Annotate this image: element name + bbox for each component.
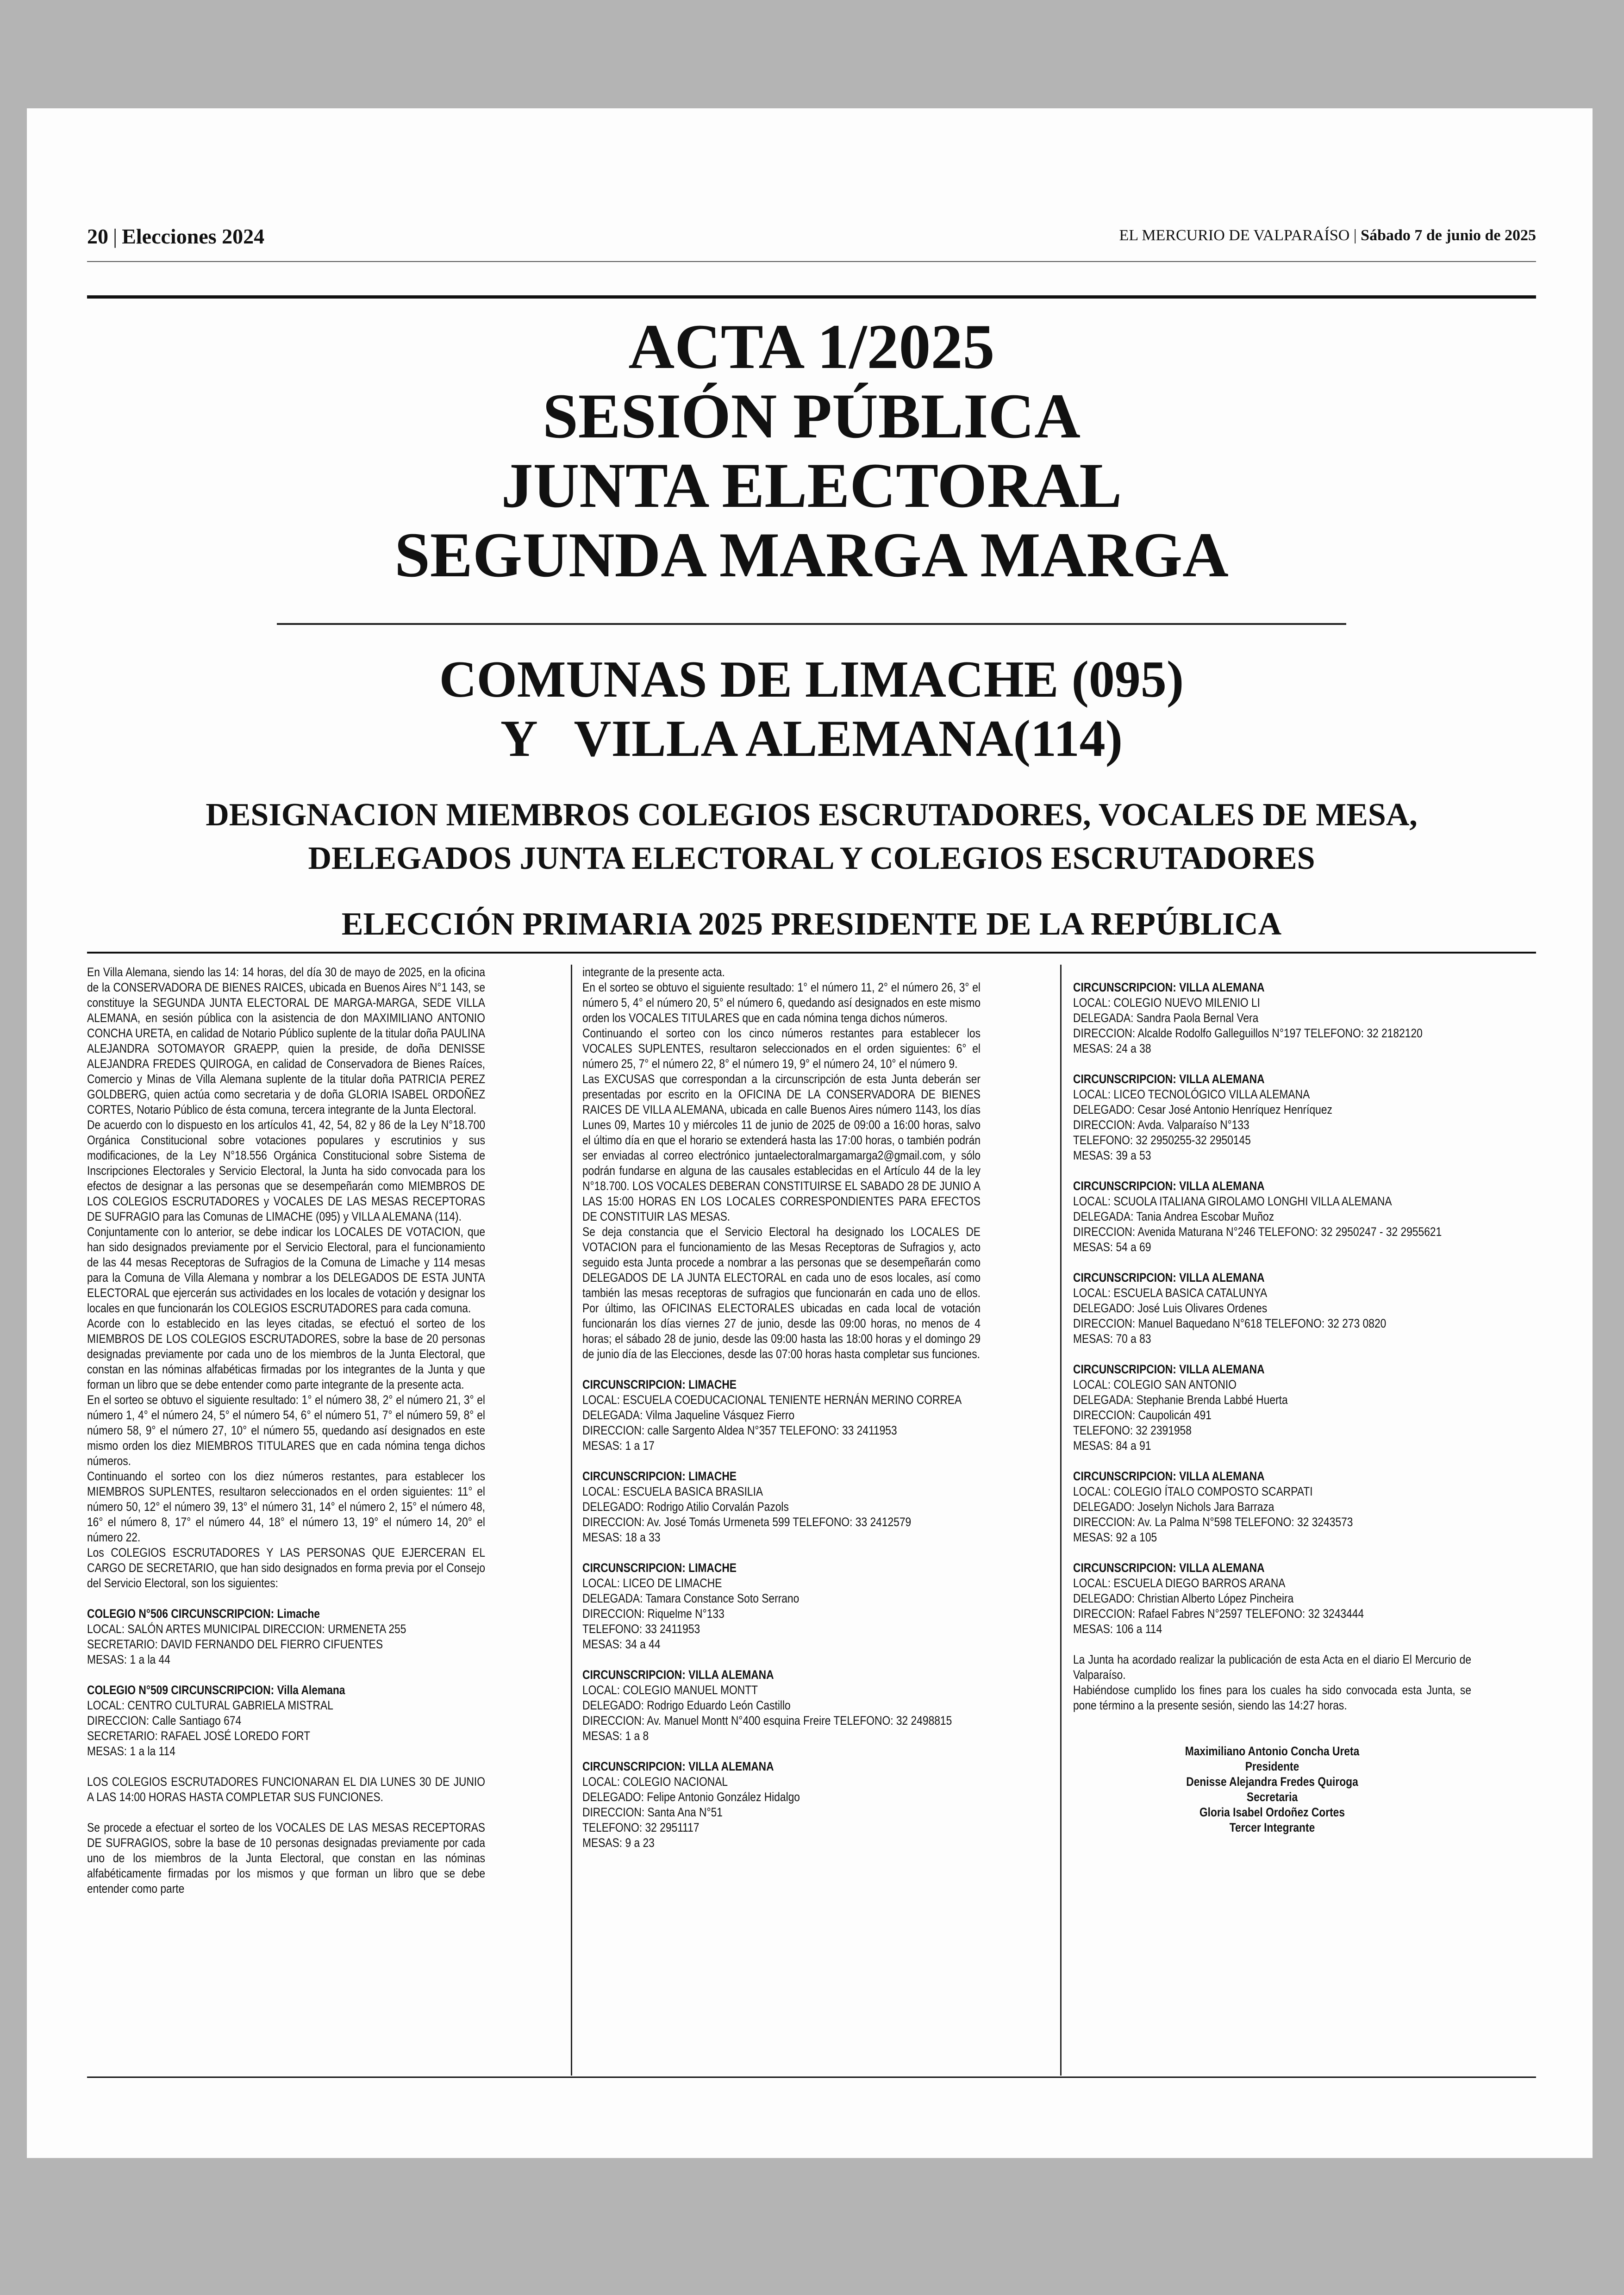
newspaper-page: [27, 108, 1593, 2158]
comunas-line: Y VILLA ALEMANA(114): [500, 710, 1123, 767]
section-name: Elecciones 2024: [122, 225, 265, 248]
page-number: 20: [87, 225, 108, 248]
block-line: MESAS: 70 a 83: [1073, 1332, 1151, 1346]
block-line: MESAS: 92 a 105: [1073, 1530, 1157, 1544]
signature-name: Gloria Isabel Ordoñez Cortes: [1199, 1805, 1345, 1819]
block-line: DELEGADO: José Luis Olivares Ordenes: [1073, 1301, 1268, 1315]
block-line: TELEFONO: 32 2950255-32 2950145: [1073, 1133, 1251, 1147]
circunscripcion-block: [582, 1377, 981, 1453]
column-2: [582, 965, 981, 2076]
paragraph: Habiéndose cumplido los fines para los cuales ha sido convocada esta Junta, se pone término a la presente sesión, siendo las 14:27 horas.: [1073, 1683, 1471, 1712]
block-line: LOCAL: COLEGIO NUEVO MILENIO LI: [1073, 996, 1261, 1010]
title-divider: [277, 623, 1346, 625]
colegio-title: COLEGIO N°509 CIRCUNSCRIPCION: Villa Alemana: [87, 1683, 345, 1697]
paragraph: Conjuntamente con lo anterior, se debe indicar los LOCALES DE VOTACION, que han sido designados previamente por el Servicio Electoral, para el funcionamiento de las 44 mesas Receptoras de Sufragios de la Comuna de Limache y 114 mesas para la Comuna de Villa Alemana y nombrar a los DELEGADOS DE ESTA JUNTA ELECTORAL que ejercerán sus actividades en los locales de votación y designar los locales en que funcionarán los COLEGIOS ESCRUTADORES para cada comuna.: [87, 1225, 485, 1315]
circunscripcion-block: [1073, 1179, 1471, 1255]
title-line: SEGUNDA MARGA MARGA: [394, 519, 1229, 590]
title-line: SESIÓN PÚBLICA: [543, 380, 1081, 451]
block-title: CIRCUNSCRIPCION: VILLA ALEMANA: [582, 1668, 774, 1682]
block-line: MESAS: 54 a 69: [1073, 1240, 1151, 1254]
paragraph: Acorde con lo establecido en las leyes citadas, se efectuó el sorteo de los MIEMBROS DE LOS COLEGIOS ESCRUTADORES, sobre la base de 20 personas designadas previamente por cada uno de los miembros de la Junta Electoral, que constan en las nóminas alfabéticas firmadas por los integrantes de la Junta y que forman un libro que se debe entender como parte integrante de la presente acta.: [87, 1316, 485, 1391]
designacion-line: DELEGADOS JUNTA ELECTORAL Y COLEGIOS ESCRUTADORES: [308, 841, 1315, 876]
designacion-line: DESIGNACION MIEMBROS COLEGIOS ESCRUTADORES, VOCALES DE MESA,: [206, 797, 1418, 833]
block-line: DELEGADO: Felipe Antonio González Hidalgo: [582, 1790, 800, 1804]
paragraph: Continuando el sorteo con los diez números restantes, para establecer los MIEMBROS SUPLENTES, resultaron seleccionados en el orden siguientes: 11° el número 50, 12° el número 39, 13° el número 31, 14° el número 2, 15° el número 48, 16° el número 8, 17° el número 44, 18° el número 13, 19° el número 14, 20° el número 22.: [87, 1469, 485, 1544]
column-1: [87, 965, 485, 2076]
colegio-block: [87, 1683, 485, 1759]
block-title: CIRCUNSCRIPCION: VILLA ALEMANA: [1073, 1469, 1265, 1483]
block-line: MESAS: 9 a 23: [582, 1836, 655, 1850]
block-line: DELEGADA: Stephanie Brenda Labbé Huerta: [1073, 1393, 1288, 1407]
signature-role: Presidente: [1245, 1759, 1299, 1773]
block-line: DELEGADO: Christian Alberto López Pincheira: [1073, 1591, 1294, 1605]
colegio-line: SECRETARIO: RAFAEL JOSÉ LOREDO FORT: [87, 1729, 311, 1743]
paragraph: Las EXCUSAS que correspondan a la circunscripción de esta Junta deberán ser presentadas por escrito en la OFICINA DE LA CONSERVADORA DE BIENES RAICES DE VILLA ALEMANA, ubicada en calle Buenos Aires número 1143, los días Lunes 09, Martes 10 y miércoles 11 de junio de 2025 de 09:00 a 16:00 horas, salvo el último día en que el horario se extenderá hasta las 17:00 horas, o también podrán ser enviadas al correo electrónico juntaelectoralmargamarga2@gmail.com, y sólo podrán fundarse en alguna de las causales establecidas en el Artículo 44 de la ley N°18.700. LOS VOCALES DEBERAN CONSTITUIRSE EL SABADO 28 DE JUNIO A LAS 15:00 HORAS EN LOS LOCALES CORRESPONDIENTES PARA EFECTOS DE CONSTITUIR LAS MESAS.: [582, 1072, 981, 1223]
title-line: ACTA 1/2025: [628, 311, 995, 382]
signature-role: Tercer Integrante: [1229, 1821, 1315, 1834]
block-line: DELEGADO: Rodrigo Eduardo León Castillo: [582, 1698, 791, 1712]
header-rule: [87, 261, 1536, 262]
block-line: DIRECCION: Santa Ana N°51: [582, 1805, 723, 1819]
block-line: DIRECCION: Rafael Fabres N°2597 TELEFONO: 32 3243444: [1073, 1607, 1364, 1621]
block-line: MESAS: 34 a 44: [582, 1637, 661, 1651]
block-title: CIRCUNSCRIPCION: LIMACHE: [582, 1469, 737, 1483]
paragraph: integrante de la presente acta.: [582, 965, 725, 979]
title-top-rule: [87, 295, 1536, 299]
signature-name: Denisse Alejandra Fredes Quiroga: [1186, 1775, 1358, 1789]
paragraph: LOS COLEGIOS ESCRUTADORES FUNCIONARAN EL DIA LUNES 30 DE JUNIO A LAS 14:00 HORAS HASTA COMPLETAR SUS FUNCIONES.: [87, 1775, 485, 1804]
body-bottom-rule: [87, 2077, 1536, 2078]
block-line: DIRECCION: Caupolicán 491: [1073, 1408, 1212, 1422]
signature-name: Maximiliano Antonio Concha Ureta: [1185, 1744, 1360, 1758]
circunscripcion-block: [582, 1759, 981, 1851]
publication-date: Sábado 7 de junio de 2025: [1361, 227, 1536, 244]
block-line: DIRECCION: Manuel Baquedano N°618 TELEFONO: 32 273 0820: [1073, 1316, 1387, 1330]
block-title: CIRCUNSCRIPCION: VILLA ALEMANA: [1073, 1179, 1265, 1193]
block-title: CIRCUNSCRIPCION: VILLA ALEMANA: [582, 1759, 774, 1773]
block-line: DELEGADA: Tamara Constance Soto Serrano: [582, 1591, 800, 1605]
column-divider: [1060, 965, 1062, 2076]
paragraph: De acuerdo con lo dispuesto en los artículos 41, 42, 54, 82 y 86 de la Ley N°18.700 Orgánica Constitucional sobre votaciones populares y escrutinios y sus modificaciones, de la Ley N°18.556 Orgánica Constitucional sobre Sistema de Inscripciones Electorales y Servicio Electoral, la Junta ha sido convocada para los efectos de designar a las personas que se desempeñarán como MIEMBROS DE LOS COLEGIOS ESCRUTADORES y VOCALES DE LAS MESAS RECEPTORAS DE SUFRAGIO para las Comunas de LIMACHE (095) y VILLA ALEMANA (114).: [87, 1118, 485, 1223]
circunscripcion-block: [1073, 1270, 1471, 1347]
block-title: CIRCUNSCRIPCION: VILLA ALEMANA: [1073, 1072, 1265, 1086]
block-line: DIRECCION: Avda. Valparaíso N°133: [1073, 1118, 1249, 1132]
block-line: MESAS: 24 a 38: [1073, 1041, 1151, 1055]
column-3: [1073, 965, 1471, 2076]
block-line: DELEGADA: Vilma Jaqueline Vásquez Fierro: [582, 1408, 795, 1422]
circunscripcion-block: [582, 1560, 981, 1652]
title-line: JUNTA ELECTORAL: [501, 450, 1122, 521]
section-label: 20 | Elecciones 2024: [87, 225, 265, 248]
block-title: CIRCUNSCRIPCION: VILLA ALEMANA: [1073, 1561, 1265, 1575]
block-line: LOCAL: COLEGIO MANUEL MONTT: [582, 1683, 758, 1697]
block-line: LOCAL: COLEGIO SAN ANTONIO: [1073, 1378, 1237, 1391]
circunscripcion-block: [1073, 1072, 1471, 1163]
block-line: LOCAL: ESCUELA COEDUCACIONAL TENIENTE HERNÁN MERINO CORREA: [582, 1393, 962, 1407]
designacion-heading: [87, 793, 1536, 880]
block-title: CIRCUNSCRIPCION: LIMACHE: [582, 1378, 737, 1391]
block-line: DELEGADA: Tania Andrea Escobar Muñoz: [1073, 1210, 1274, 1223]
paragraph: Se deja constancia que el Servicio Electoral ha designado los LOCALES DE VOTACION para el funcionamiento de las Mesas Receptoras de Sufragios y, acto seguido esta Junta procede a nombrar a las personas que se desempeñarán como DELEGADOS DE LA JUNTA ELECTORAL en cada uno de esos locales, así como también las mesas receptoras de sufragios que funcionarán en cada uno de ellos. Por último, las OFICINAS ELECTORALES ubicadas en cada local de votación funcionarán los días viernes 27 de junio, desde las 09:00 horas, no menos de 4 horas; el sábado 28 de junio, desde las 09:00 hasta las 18:00 horas y el domingo 29 de junio día de las Elecciones, desde las 07:00 horas hasta completar sus funciones.: [582, 1225, 981, 1361]
body-top-rule: [87, 952, 1536, 954]
block-line: MESAS: 84 a 91: [1073, 1439, 1151, 1453]
block-line: TELEFONO: 32 2391958: [1073, 1423, 1192, 1437]
block-line: TELEFONO: 32 2951117: [582, 1821, 700, 1834]
acta-title: [87, 312, 1536, 590]
block-line: MESAS: 39 a 53: [1073, 1148, 1151, 1162]
paragraph: En Villa Alemana, siendo las 14: 14 horas, del día 30 de mayo de 2025, en la oficina de la CONSERVADORA DE BIENES RAICES, ubicada en Buenos Aires N°1 143, se constituye la SEGUNDA JUNTA ELECTORAL DE MARGA-MARGA, SEDE VILLA ALEMANA, en sesión pública con la asistencia de don MAXIMILIANO ANTONIO CONCHA URETA, en calidad de Notario Público suplente de la titular doña PAULINA ALEJANDRA SOTOMAYOR GRAEPP, quien la preside, de doña DENISSE ALEJANDRA FREDES QUIROGA, en calidad de Conservadora de Bienes Raíces, Comercio y Minas de Villa Alemana suplente de la titular doña PATRICIA PEREZ GOLDBERG, quien actúa como secretaria y de doña GLORIA ISABEL ORDOÑEZ CORTES, Notario Público de ésta comuna, tercera integrante de la Junta Electoral.: [87, 965, 485, 1116]
signature-block: [1073, 1744, 1471, 1835]
circunscripcion-block: [582, 1667, 981, 1744]
block-line: LOCAL: ESCUELA BASICA BRASILIA: [582, 1484, 763, 1498]
block-line: DELEGADO: Rodrigo Atilio Corvalán Pazols: [582, 1500, 789, 1514]
block-line: DIRECCION: Av. José Tomás Urmeneta 599 TELEFONO: 33 2412579: [582, 1515, 912, 1529]
block-line: TELEFONO: 33 2411953: [582, 1622, 700, 1636]
circunscripcion-block: [1073, 1560, 1471, 1637]
comunas-heading: [87, 650, 1536, 768]
block-line: DELEGADO: Cesar José Antonio Henríquez Henríquez: [1073, 1103, 1332, 1116]
paragraph: En el sorteo se obtuvo el siguiente resultado: 1° el número 11, 2° el número 26, 3° el número 5, 4° el número 20, 5° el número 6, quedando así designados en este mismo orden los VOCALES TITULARES que en cada nómina tenga dichos números.: [582, 980, 981, 1025]
block-line: DIRECCION: Riquelme N°133: [582, 1607, 725, 1621]
colegio-line: SECRETARIO: DAVID FERNANDO DEL FIERRO CIFUENTES: [87, 1637, 383, 1651]
block-title: CIRCUNSCRIPCION: LIMACHE: [582, 1561, 737, 1575]
block-line: LOCAL: ESCUELA BASICA CATALUNYA: [1073, 1286, 1268, 1300]
block-line: LOCAL: COLEGIO NACIONAL: [582, 1775, 728, 1789]
comunas-line: COMUNAS DE LIMACHE (095): [439, 651, 1184, 708]
paragraph: Los COLEGIOS ESCRUTADORES Y LAS PERSONAS QUE EJERCERAN EL CARGO DE SECRETARIO, que han sido designados en forma previa por el Consejo del Servicio Electoral, son los siguientes:: [87, 1546, 485, 1590]
block-line: LOCAL: COLEGIO ÍTALO COMPOSTO SCARPATI: [1073, 1484, 1313, 1498]
colegio-title: COLEGIO N°506 CIRCUNSCRIPCION: Limache: [87, 1607, 320, 1621]
block-line: LOCAL: ESCUELA DIEGO BARROS ARANA: [1073, 1576, 1286, 1590]
paragraph: Se procede a efectuar el sorteo de los VOCALES DE LAS MESAS RECEPTORAS DE SUFRAGIOS, sobre la base de 10 personas designadas previamente por cada uno de los miembros de la Junta Electoral, que constan en las nóminas alfabéticamente firmadas por los mismos y que forman un libro que se debe entender como parte: [87, 1821, 485, 1896]
circunscripcion-block: [582, 1469, 981, 1545]
eleccion-heading: ELECCIÓN PRIMARIA 2025 PRESIDENTE DE LA REPÚBLICA: [341, 906, 1282, 942]
block-line: LOCAL: SCUOLA ITALIANA GIROLAMO LONGHI VILLA ALEMANA: [1073, 1194, 1392, 1208]
paragraph: En el sorteo se obtuvo el siguiente resultado: 1° el número 38, 2° el número 21, 3° el número 1, 4° el número 24, 5° el número 54, 6° el número 51, 7° el número 59, 8° el número 58, 9° el número 27, 10° el número 55, quedando así designados en este mismo orden los diez MIEMBROS TITULARES que en cada nómina tenga dichos números.: [87, 1393, 485, 1468]
paragraph: La Junta ha acordado realizar la publicación de esta Acta en el diario El Mercurio de Valparaíso.: [1073, 1653, 1471, 1682]
circunscripcion-block: [1073, 980, 1471, 1056]
colegio-line: MESAS: 1 a la 44: [87, 1653, 170, 1666]
circunscripcion-block: [1073, 1362, 1471, 1453]
column-divider: [571, 965, 572, 2076]
colegio-line: DIRECCION: Calle Santiago 674: [87, 1714, 242, 1727]
block-title: CIRCUNSCRIPCION: VILLA ALEMANA: [1073, 1362, 1265, 1376]
block-line: DELEGADO: Joselyn Nichols Jara Barraza: [1073, 1500, 1274, 1514]
page-header: [87, 224, 1536, 252]
block-title: CIRCUNSCRIPCION: VILLA ALEMANA: [1073, 980, 1265, 994]
block-line: DIRECCION: calle Sargento Aldea N°357 TELEFONO: 33 2411953: [582, 1423, 897, 1437]
newspaper-name: EL MERCURIO DE VALPARAÍSO: [1119, 227, 1350, 244]
paragraph: Continuando el sorteo con los cinco números restantes para establecer los VOCALES SUPLENTES, resultaron seleccionados en el orden siguientes: 6° el número 25, 7° el número 22, 8° el número 19, 9° el número 24, 10° el número 9.: [582, 1026, 981, 1071]
block-line: DELEGADA: Sandra Paola Bernal Vera: [1073, 1011, 1259, 1025]
block-line: LOCAL: LICEO DE LIMACHE: [582, 1576, 722, 1590]
block-line: MESAS: 18 a 33: [582, 1530, 661, 1544]
circunscripcion-block: [1073, 1469, 1471, 1545]
signature-role: Secretaria: [1246, 1790, 1298, 1804]
block-title: CIRCUNSCRIPCION: VILLA ALEMANA: [1073, 1271, 1265, 1285]
block-line: DIRECCION: Alcalde Rodolfo Galleguillos N°197 TELEFONO: 32 2182120: [1073, 1026, 1423, 1040]
colegio-line: MESAS: 1 a la 114: [87, 1744, 175, 1758]
block-line: DIRECCION: Av. Manuel Montt N°400 esquina Freire TELEFONO: 32 2498815: [582, 1714, 952, 1727]
block-line: LOCAL: LICEO TECNOLÓGICO VILLA ALEMANA: [1073, 1087, 1310, 1101]
block-line: DIRECCION: Av. La Palma N°598 TELEFONO: 32 3243573: [1073, 1515, 1353, 1529]
block-line: MESAS: 1 a 8: [582, 1729, 649, 1743]
colegio-line: LOCAL: SALÓN ARTES MUNICIPAL DIRECCION: URMENETA 255: [87, 1622, 406, 1636]
block-line: DIRECCION: Avenida Maturana N°246 TELEFONO: 32 2950247 - 32 2955621: [1073, 1225, 1442, 1239]
block-line: MESAS: 1 a 17: [582, 1439, 655, 1453]
masthead-date: EL MERCURIO DE VALPARAÍSO | Sábado 7 de junio de 2025: [1119, 227, 1536, 244]
colegio-block: [87, 1606, 485, 1667]
colegio-line: LOCAL: CENTRO CULTURAL GABRIELA MISTRAL: [87, 1698, 333, 1712]
block-line: MESAS: 106 a 114: [1073, 1622, 1162, 1636]
